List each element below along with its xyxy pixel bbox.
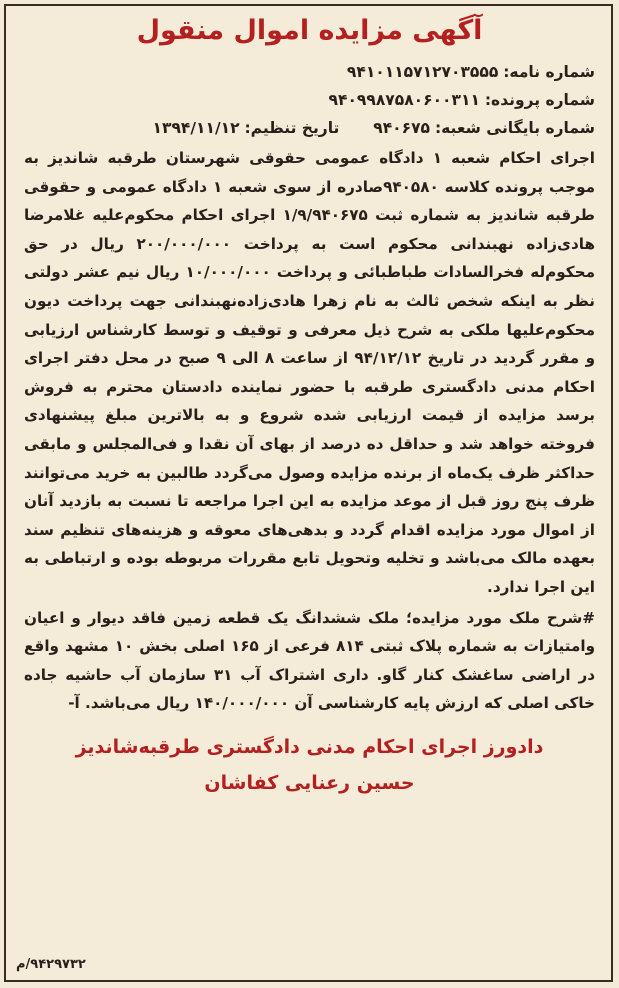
letter-number-value: ۹۴۱۰۱۱۵۷۱۲۷۰۳۵۵۵ [346, 63, 499, 81]
archive-date-row [24, 114, 595, 142]
archive-number-label: شماره بایگانی شعبه: [434, 119, 595, 137]
property-description: #شرح ملک مورد مزایده؛ ملک ششدانگ یک قطعه زمین فاقد دیوار و اعیان وامتیازات به شماره پلاک ثبتی ۸۱۴ فرعی از ۱۶۵ اصلی بخش ۱۰ مشهد واقع در اراضی ساغشک کنار گاو. داری اشتراک آب ۳۱ سازمان آب حاشیه جاده خاکی اصلی که ارزش پایه کارشناسی آن ۱۴۰/۰۰۰/۰۰۰ ریال می‌باشد. آ- [24, 608, 596, 713]
letter-number-row [24, 58, 595, 86]
archive-number-value: ۹۴۰۶۷۵ [373, 119, 431, 137]
case-number-row [24, 86, 595, 114]
letter-number-label: شماره نامه: [503, 63, 595, 81]
case-number-label: شماره پرونده: [484, 91, 595, 109]
signatory-name: حسین رعنایی کفاشان [204, 771, 415, 794]
signatory-organization: دادورز اجرای احکام مدنی دادگستری طرقبه‌شاندیز [75, 735, 544, 758]
notice-body: اجرای احکام شعبه ۱ دادگاه عمومی حقوقی شهرستان طرقبه شاندیز به موجب پرونده کلاسه ۹۴۰۵۸۰صادره از سوی شعبه ۱ دادگاه عمومی و حقوقی طرقبه شاندیز به شماره ثبت ۱/۹/۹۴۰۶۷۵ اجرای احکام محکوم‌علیه غلامرضا هادی‌زاده نهبندانی محکوم است به پرداخت ۲۰۰/۰۰۰/۰۰۰ ریال در حق محکوم‌له فخرالسادات طباطبائی و پرداخت ۱۰/۰۰۰/۰۰۰ ریال نیم عشر دولتی نظر به اینکه شخص ثالث به نام زهرا هادی‌زاده‌نهبندانی جهت پرداخت دیون محکوم‌علیها ملکی به شرح ذیل معرفی و توقیف و توسط کارشناس ارزیابی و مقرر گردید در تاریخ ۹۴/۱۲/۱۲ از ساعت ۸ الی ۹ صبح در محل دفتر اجرای احکام مدنی دادگستری طرقبه با حضور نماینده دادستان محترم به فروش برسد مزایده از قیمت ارزیابی شده شروع و به بالاترین مبلغ پیشنهادی فروخته خواهد شد و حداقل ده درصد از بهای آن نقدا و فی‌المجلس و مابقی حداکثر ظرف یک‌ماه از برنده مزایده وصول می‌گردد طالبین به خرید می‌توانند ظرف پنج روز قبل از موعد مزایده به این اجرا مراجعه تا نسبت به بازدید آنان از اموال مورد مزایده اقدام گردد و بدهی‌های معوقه و هزینه‌های تنظیم سند بعهده مالک می‌باشد و تخلیه وتحویل تابع مقررات مربوطه بوده و ارتباطی به این اجرا ندارد. [24, 149, 596, 596]
auction-notice [4, 4, 613, 982]
notice-code: ۹۴۲۹۷۳۲/م [16, 957, 86, 972]
notice-title: آگهی مزایده اموال منقول [136, 15, 483, 46]
case-number-value: ۹۴۰۹۹۸۷۵۸۰۶۰۰۳۱۱ [328, 91, 480, 109]
issue-date-label: تاریخ تنظیم: [244, 119, 340, 137]
issue-date-value: ۱۳۹۴/۱۱/۱۲ [152, 119, 240, 137]
